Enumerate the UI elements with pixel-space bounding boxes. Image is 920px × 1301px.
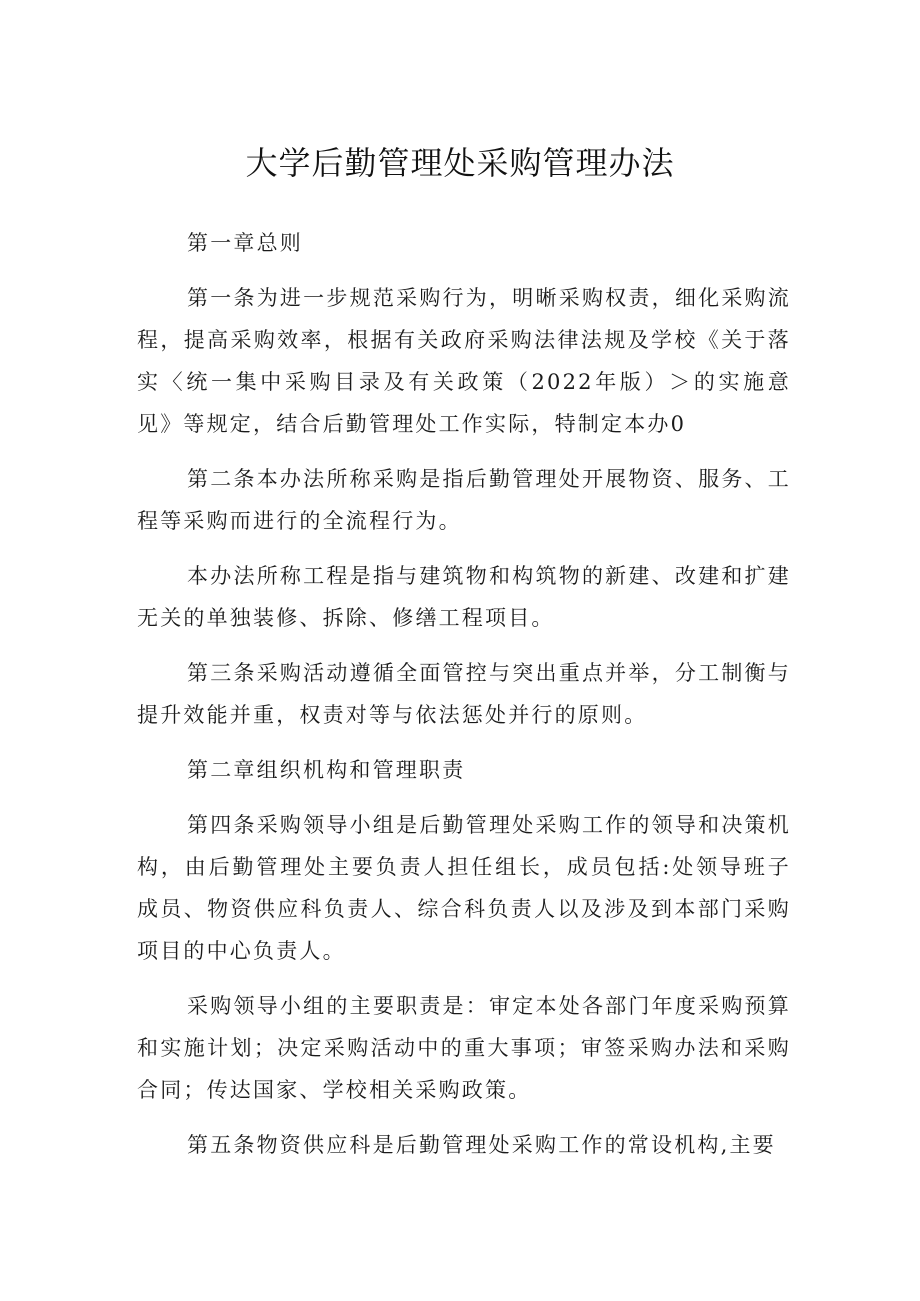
article-paragraph: 第四条采购领导小组是后勤管理处采购工作的领导和决策机构，由后勤管理处主要负责人担任组长，成员包括:处领导班子成员、物资供应科负责人、综合科负责人以及涉及到本部门采购项目的中心负责人。 [137,813,791,963]
article-paragraph: 第一条为进一步规范采购行为，明晰采购权责，细化采购流程，提高采购效率，根据有关政府采购法律法规及学校《关于落实〈统一集中采购目录及有关政策（2022年版）＞的实施意见》等规定，结合后勤管理处工作实际，特制定本办0 [137,286,791,436]
article-paragraph: 第三条采购活动遵循全面管控与突出重点并举，分工制衡与提升效能并重，权责对等与依法惩处并行的原则。 [137,661,791,727]
article-paragraph: 采购领导小组的主要职责是：审定本处各部门年度采购预算和实施计划；决定采购活动中的重大事项；审签采购办法和采购合同；传达国家、学校相关采购政策。 [137,994,791,1102]
document-body [137,222,791,1179]
chapter-heading: 第一章总则 [187,231,303,255]
chapter-heading: 第二章组织机构和管理职责 [187,758,466,782]
document-title: 大学后勤管理处采购管理办法 [245,144,675,182]
article-paragraph: 本办法所称工程是指与建筑物和构筑物的新建、改建和扩建无关的单独装修、拆除、修缮工程项目。 [137,564,791,630]
article-paragraph: 第五条物资供应科是后勤管理处采购工作的常设机构,主要 [187,1133,776,1157]
article-paragraph: 第二条本办法所称采购是指后勤管理处开展物资、服务、工程等采购而进行的全流程行为。 [137,467,791,533]
